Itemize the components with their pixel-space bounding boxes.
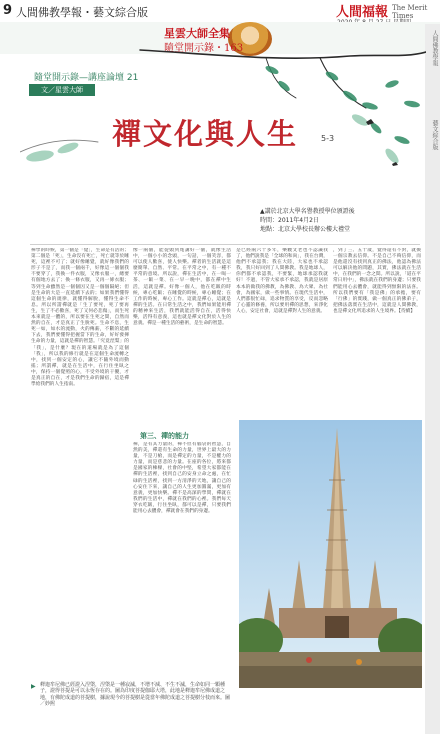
title-divider <box>30 244 420 245</box>
photo-caption: 釋迦牟尼佛已經證入涅槃，涅槃是一種寂滅，不增不減、不生不滅，生命如同一顆種子，證得菩提是可以永恆存在的。圖為印度菩提伽耶大塔，此地是釋迦牟尼佛成道之地，有佛陀成道的菩提樹，據說現今的菩提樹是從當年佛陀成道之菩提樹分枝而來。圖／妙熙 <box>40 682 231 708</box>
article-body-column: 禪，是有其力量的，禪不但有腦袋的智慧，自然的美，禪還有生命的力量，世界上最大的力量，不是刀槍，而是禪定的力量，不是權力的力量，而是慈悲的力量。在座的各位，將來都是國家的棟樑，社會的中堅，希望大家都能在禪的生活裡，找到自己的安身立命之處，在忙碌的生活裡，找到一方清淨的天地，讓自己的心安住下來，讓自己的人生更加圓滿，更加有意義，更加快樂。禪不是高深的學問，禪就在我們的生活中，禪就在我們的心裡。我們每天穿衣吃飯，行住坐臥，都可以是禪，只要我們能用心去體會，禪就會在我們的身邊。 <box>133 442 231 515</box>
article-body-column: ，到了三、五十歲，覺得還有不對，就換一個宗教去信仰。不是自己不夠信仰，而是他還沒有找到真正的佛法，他認為佛法可以解決他的問題，其實，佛法就在生活中，在我們的一念之間。所以說，「道在平常日用中」，佛法就在我們的身邊；只要我們能用心去體會，就能得到無限的法喜。所以我們要有「我是佛」的承擔，要有「行佛」的實踐，做一個真正的佛弟子，把佛法落實在生活中，這就是人間佛教，也是禪文化所追求的人生境界。【待續】 <box>333 248 421 314</box>
paper-section-title: 人間佛教學報・藝文綜合版 <box>16 6 148 19</box>
page-number: 9 <box>3 3 13 18</box>
lecture-note: ▲講於北京大學名譽教授學位頒證後 <box>260 208 355 215</box>
banner-series-subtitle: 隨堂開示錄・163 <box>164 43 244 54</box>
column-heading: 隨堂開示錄—講座論壇 21 <box>34 73 139 83</box>
article-body-column: 禪學的時候，第一個是「覺」，生命是有活的；第二個是「死」，生命沒有死亡，死亡就等於睡死，這裡不可了；就好像睡覺，就好像我們的形子不是了，而我一個兩千，好像這一個個我不要穿了，我換一件衣服，又像衣服一，總要有個地方去了；換一條衣服，又再一條衣服；等到生命雖然是一個個因又是一個個隔絕；但是生命的大是一直延續下去的；如果我們懂得這個生命的規律，就懂得解脫，懂得生命不息。所以所謂禪就是「生了要死，死了要再生，生了不必歡喜，死了又何必悲傷」，而生死本來就是一體的，所以要在生死之間，自然而然的自在，才是真正了生脫死。生命不息，生死一如，如水的流動，火的傳薪，不斷的延續下去，我們要懂得把握當下的生命，好好發揮生命的力量，這就是禪的智慧。「究竟涅槃」的「我」，是什麼？現在的道場就是為了這個「我」，所以我的修行就是在這個生命流轉之中，找到一個安定的心，讓它不隨外境而動搖；所謂禪，就是在生活中，在行住坐臥之中，保持一個覺照的心，不受外境的干擾，才是真正的自在，才是我們生命的歸宿，這是禪學給我們的人生指南。 <box>31 248 129 388</box>
author-badge: 文／星雲大師 <box>29 84 95 96</box>
newspaper-logo: 人間福報 <box>336 5 389 20</box>
sidebar-tag: 人間佛教學報 <box>431 30 438 66</box>
caption-arrow-icon: ▶ <box>31 683 36 690</box>
lecture-location: 地點：北京大學校長辦公樓大禮堂 <box>260 226 351 233</box>
temple-photo <box>239 420 422 688</box>
article-body-column: 像一兩個，能從頭到尾講好一個，就像生活中，一個小小的念頭，一句話，一個笑容，都可以使人歡喜，使人快樂。禪者的生活就是這麼簡單、自然、平常。在平常之中，有一種不平常的意境。所以說，禪在生活中，在一喝一茶、一飯一菜、在一早一晚中，都在禪中生活，這就是禪。好像一個人，他在吃飯的時候，專心吃飯；在睡覺的時候，專心睡覺；在工作的時候，專心工作。這就是禪心，這就是禪的生活。在日常生活之中，我們如果能用禪的精神來生活，我們就能活得自在，活得快樂，活得有意義，這也就是禪文化對於人生的意義。禪是一種生活的藝術，是生命的智慧。 <box>133 248 231 327</box>
section-heading: 第三、禪的能力 <box>140 432 189 440</box>
lecture-time: 時間：2011年4月2日 <box>260 217 319 224</box>
article-part-number: 5-3 <box>321 134 335 143</box>
banner-series-title: 星雲大師全集 <box>164 27 230 40</box>
article-body-column: 是已經兩六十多年，樂觀文老也不認識我了，他們說我是「全球的和尚」，我在台灣，他們不承認我；我在大陸，大家也不承認我，我只好回到了人間佛教。我是地球人，你們都不承認我，不要緊，地球承認我就好！不過，不管大家承不承認，我就是居原本本的做我的佛教，為佛教、為大眾、為社會，為國家，做一些事情。在現代生活中，人們都很忙碌，追求物質的享受，反而忽略了心靈的修養，所以要用禪的思想，來淨化人心，安定社會，這就是禪對人生的意義。 <box>236 248 328 314</box>
article-title: 禪文化與人生 <box>112 117 299 151</box>
sidebar-tag: 藝文綜合版 <box>431 120 438 150</box>
newspaper-english-name: The Merit Times <box>392 4 428 20</box>
